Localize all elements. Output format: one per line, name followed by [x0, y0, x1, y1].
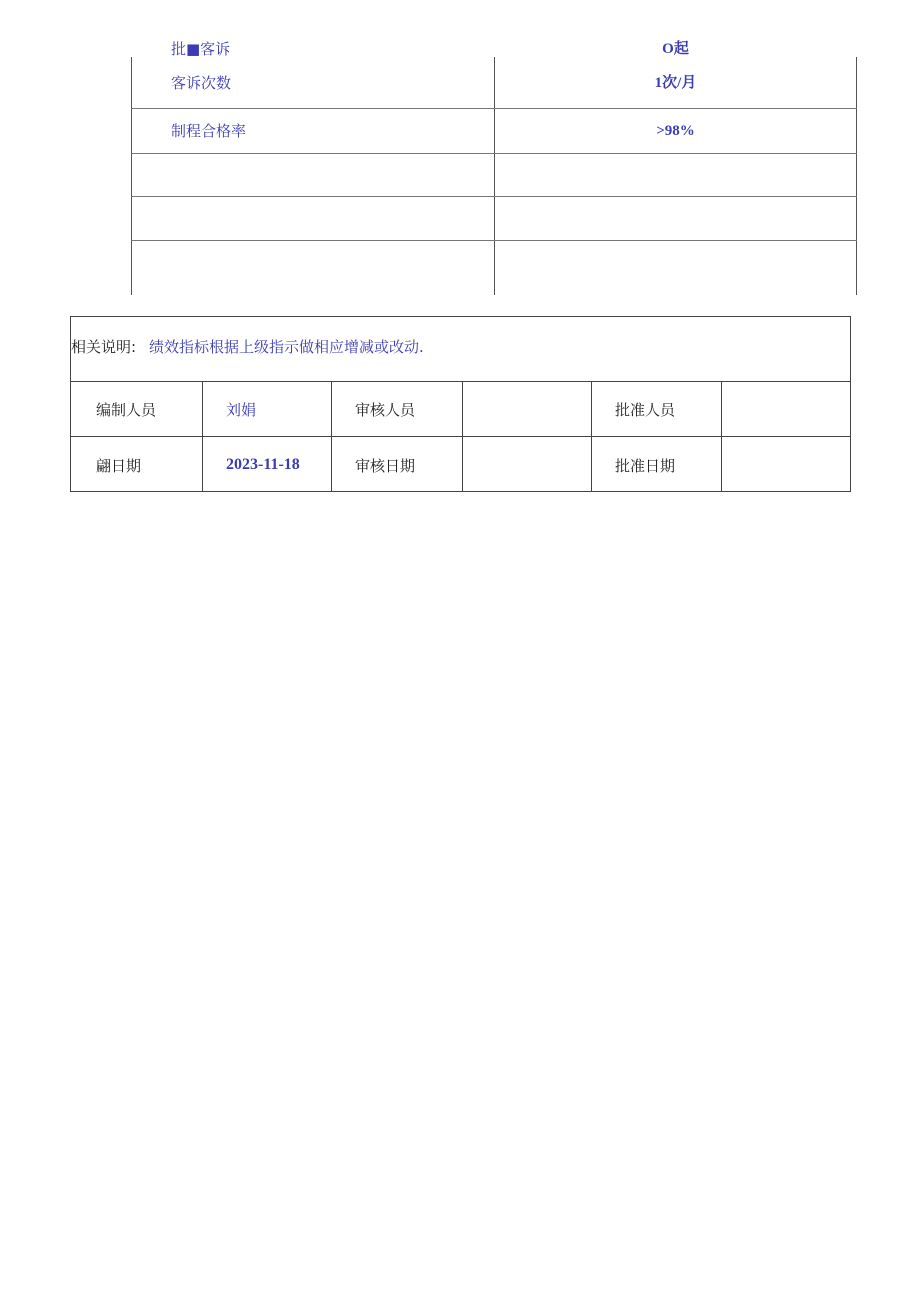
kpi-row-divider — [131, 153, 857, 154]
signoff-divider — [71, 436, 850, 437]
signoff-divider — [71, 381, 850, 382]
kpi-row-divider — [131, 108, 857, 109]
kpi-table — [131, 0, 857, 295]
kpi-label-complaint-count: 客诉次数 — [171, 74, 232, 92]
approved-by-label: 批准人员 — [615, 401, 676, 419]
kpi-label-batch-complaint: 批■客诉 — [171, 40, 231, 58]
signoff-col-divider — [331, 381, 332, 492]
kpi-table-left-border — [131, 57, 132, 295]
signoff-col-divider — [591, 381, 592, 492]
reviewed-by-label: 审核人员 — [355, 401, 416, 419]
note-label: 相关说明: — [71, 338, 137, 356]
note-row — [71, 317, 850, 381]
kpi-value-process-pass-rate: >98% — [656, 123, 695, 139]
signoff-col-divider — [202, 381, 203, 492]
kpi-row-divider — [131, 240, 857, 241]
prepared-date-label: 翩日期 — [96, 457, 142, 475]
prepared-date-value: 2023-11-18 — [226, 456, 300, 473]
signoff-table — [70, 316, 851, 492]
prepared-by-value: 刘娟 — [226, 401, 257, 419]
review-date-label: 审核日期 — [355, 457, 416, 475]
signoff-col-divider — [721, 381, 722, 492]
kpi-value-batch-complaint: O起 — [662, 41, 689, 57]
approve-date-label: 批准日期 — [615, 457, 676, 475]
kpi-label-process-pass-rate: 制程合格率 — [171, 122, 247, 140]
kpi-value-complaint-count: 1次/月 — [654, 75, 697, 91]
note-text: 绩效指标根据上级指示做相应增减或改动. — [149, 338, 424, 356]
prepared-by-label: 编制人员 — [96, 401, 157, 419]
kpi-row-divider — [131, 196, 857, 197]
signoff-col-divider — [462, 381, 463, 492]
